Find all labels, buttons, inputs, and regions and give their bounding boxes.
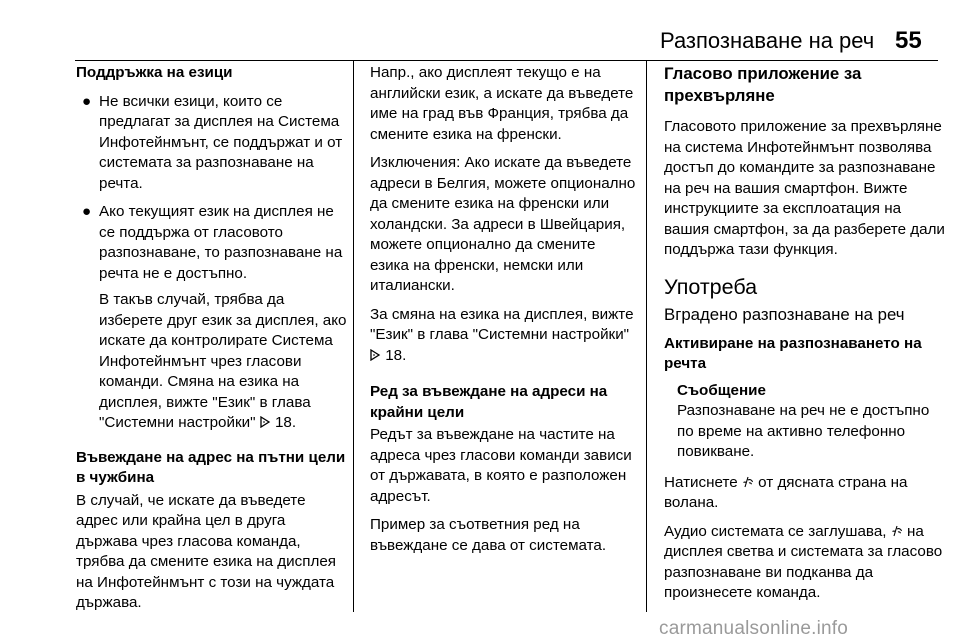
paragraph-audio-muted [664,522,946,604]
heading-address-order: Ред за въвеждане на адреси на крайни цели [370,383,608,421]
language-bullet-list [76,92,348,285]
note-text: Разпознаване на реч не е достъпно по време на активно телефонно повикване. [677,402,930,460]
paragraph-address-example: Пример за съответния ред на въвеждане се дава от системата. [370,516,607,554]
voice-control-icon [742,474,758,491]
paragraph-voice-passthrough: Гласовото приложение за прехвърляне на система Инфотейнмънт позволява достъп до командите за разпознаване на реч на вашия смартфон. Вижте инструкциите за експлоатация на вашия смартфон, за да разберете дали поддържа тази функция. [664,118,945,258]
paragraph-exceptions: Изключения: Ако искате да въведете адреси в Белгия, можете опционално да смените езика на френски или холандски. За адреси в Швейцария, можете опционално да смените езика на френски, немски или италиански. [370,154,636,294]
heading-voice-passthrough: Гласово приложение за прехвърляне [664,64,862,105]
paragraph-audio-text: Аудио системата се заглушава, [664,522,887,540]
page-reference-number[interactable]: 18. [385,346,407,364]
paragraph-press-button [664,473,946,514]
paragraph-address-order: Редът за въвеждане на частите на адреса чрез гласови команди зависи от държавата, в която е разположен адресът. [370,426,632,505]
bullet-item [76,202,348,284]
heading-foreign-address: Въвеждане на адрес на пътни цели в чужбина [76,448,346,486]
paragraph-press-text: Натиснете [664,473,738,491]
heading-activation: Активиране на разпознаването на речта [664,334,922,372]
paragraph-foreign-address: В случай, че искате да въведете адрес или крайна цел в друга държава чрез гласова команда, трябва да смените езика на дисплея на Инфотейнмънт с този на чуждата държава. [76,491,337,611]
bullet-text: Ако текущият език на дисплея не се поддържа от гласовото разпознаване, то разпознаване на речта не е достъпно. [99,203,343,282]
column-2 [370,63,638,564]
column-divider-1 [353,61,354,612]
heading-language-support: Поддръжка на езици [76,64,233,81]
note-title: Съобщение [677,381,766,399]
bullet-text: Не всички езици, които се предлагат за дисплея на Система Инфотейнмънт, се поддържат и от системата за разпознаване на речта. [99,92,343,192]
column-divider-2 [646,61,647,612]
paragraph-example: Напр., ако дисплеят текущо е на английски език, а искате да въведете име на град във Франция, трябва да смените езика на френски. [370,64,634,143]
column-1 [76,63,348,622]
sub-paragraph [76,290,348,434]
subsection-heading-builtin: Вградено разпознаване на реч [664,305,905,324]
bullet-icon: ● [82,92,92,110]
page-header-title: Разпознаване на реч [660,28,875,53]
sub-paragraph-text: В такъв случай, трябва да изберете друг език за дисплея, ако искате да контролирате Система Инфотейнмънт чрез гласови команди. Смяна на езика на дисплея, вижте "Език" в глава "Системни настройки" [99,291,347,431]
section-heading-usage: Употреба [664,274,758,299]
column-3 [664,63,946,612]
bullet-icon: ● [82,203,92,220]
voice-control-icon [891,523,907,540]
page-number: 55 [895,27,922,54]
paragraph-press-text-end: от дясната страна на волана. [664,473,908,511]
note-box [664,381,946,463]
paragraph-change-language [370,305,638,367]
bullet-item [76,92,348,195]
page-reference-icon[interactable] [260,414,275,431]
paragraph-audio-text-end: на дисплея светва и системата за гласово разпознаване ви подканва да произнесете команда. [664,522,943,601]
page-reference-number[interactable]: 18. [274,414,297,431]
paragraph-change-language-text: За смяна на езика на дисплея, вижте "Език" в глава "Системни настройки" [370,305,634,343]
page-reference-icon[interactable] [370,347,385,364]
header-rule [75,60,938,61]
footer-watermark: carmanualsonline.info [659,618,849,639]
